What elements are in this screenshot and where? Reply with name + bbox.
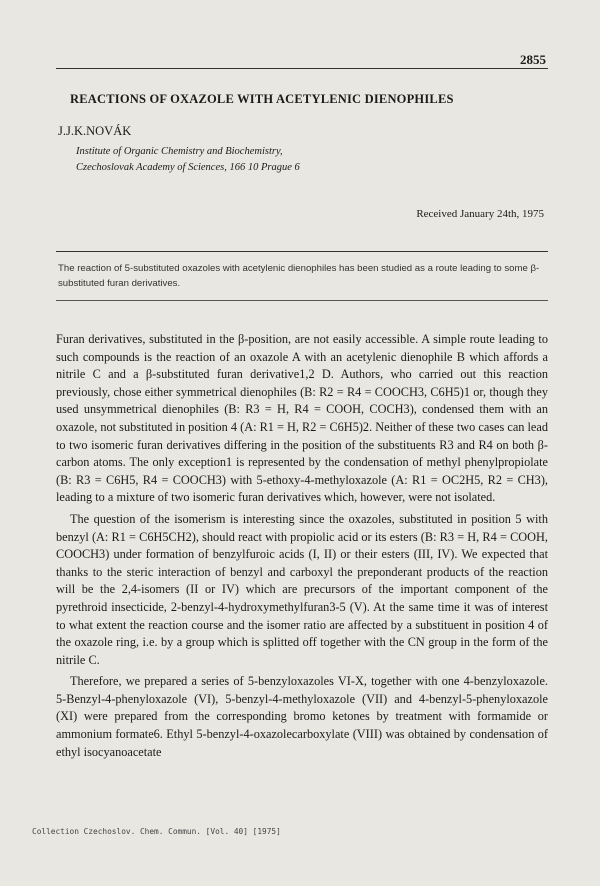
abstract-bottom-rule: [56, 300, 548, 301]
body-paragraph: Therefore, we prepared a series of 5-benzyloxazoles VI-X, together with one 4-benzyloxazole. 5-Benzyl-4-phenyloxazole (VI), 5-benzyl-4-methyloxazole (VII) and 4-benzyl-5-phenyloxazole (XI) were prepared from the corresponding bromo ketones by treatment with formamide or ammonium formate6. Ethyl 5-benzyl-4-oxazolecarboxylate (VIII) was obtained by condensation of ethyl isocyanoacetate: [56, 674, 548, 759]
abstract: The reaction of 5-substituted oxazoles with acetylenic dienophiles has been studied as a route leading to some β-substituted furan derivatives.: [58, 263, 540, 289]
body-paragraph: The question of the isomerism is interesting since the oxazoles, substituted in position 5 with benzyl (A: R1 = C6H5CH2), should react with propiolic acid or its esters (B: R3 = H, R4 = COOH, COOCH3) under formation of benzylfuroic acids (I, II) or their esters (III, IV). We expected that thanks to the steric interaction of benzyl and carboxyl the preponderant products of the reaction will be the 2,4-isomers (II or IV) which are precursors of the important component of the pyrethroid insecticide, 2-benzyl-4-hydroxymethylfuran3-5 (V). At the same time it was of interest to what extent the reaction course and the isomer ratio are affected by a substituent in position 4 of the oxazole ring, i.e. by a group which is splitted off together with the CN group in the form of the nitrile C.: [56, 511, 548, 667]
article-title: REACTIONS OF OXAZOLE WITH ACETYLENIC DIENOPHILES: [70, 92, 454, 106]
affiliation: [76, 144, 300, 176]
article-body: [56, 331, 548, 765]
affiliation-line: Czechoslovak Academy of Sciences, 166 10 Prague 6: [76, 162, 300, 173]
received-date: Received January 24th, 1975: [416, 208, 544, 220]
body-paragraph: Furan derivatives, substituted in the β-position, are not easily accessible. A simple route leading to such compounds is the reaction of an oxazole A with an acetylenic dienophile B which affords a nitrile C and a β-substituted furan derivative1,2 D. Authors, who carried out this reaction previously, chose either symmetrical dienophiles (B: R2 = R4 = COOCH3, C6H5)1 or, though they used unsymmetrical dienophiles (B: R3 = H, R4 = COOH, COCH3), condensed them with an oxazole, not substituted in position 4 (A: R1 = H, R2 = C6H5)2. Neither of these two cases can lead to two isomeric furan derivatives differing in the position of the substituents R3 and R4 on both β-carbon atoms. The only exception1 is represented by the condensation of methyl phenylpropiolate (B: R3 = C6H5, R4 = COOCH3) with 5-ethoxy-4-methyloxazole (A: R1 = OC2H5, R2 = CH3), leading to a mixture of two isomeric furan derivatives which, however, were not isolated.: [56, 332, 548, 505]
journal-citation: Collection Czechoslov. Chem. Commun. [Vol. 40] [1975]: [32, 827, 281, 836]
affiliation-line: Institute of Organic Chemistry and Biochemistry,: [76, 146, 283, 157]
header-rule: [56, 68, 548, 69]
abstract-top-rule: [56, 251, 548, 252]
page-number: 2855: [520, 52, 546, 67]
author-name: J.J.K.NOVÁK: [58, 124, 132, 138]
